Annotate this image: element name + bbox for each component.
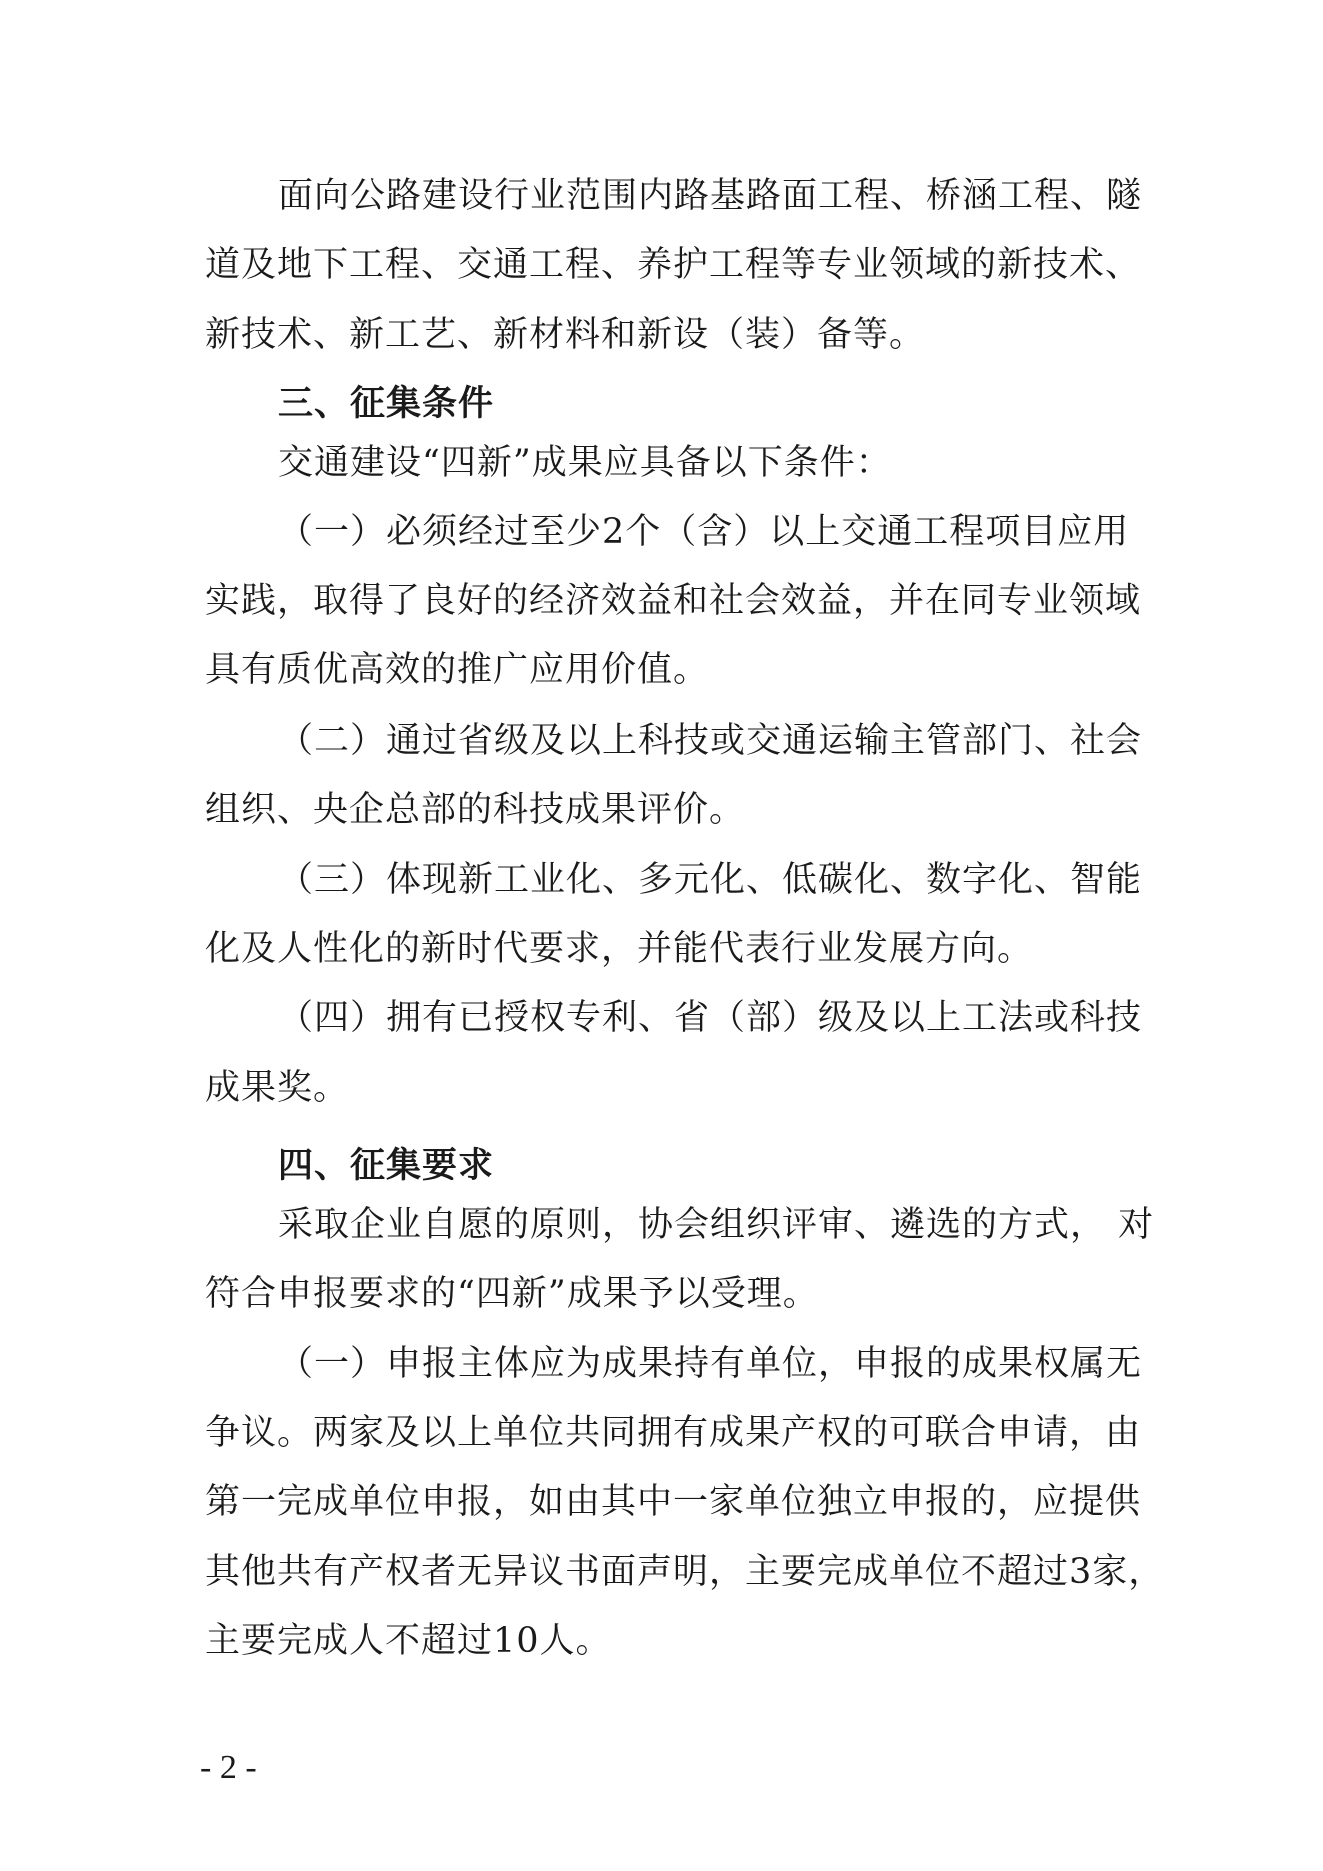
paragraph-line: 面向公路建设行业范围内路基路面工程、桥涵工程、隧: [278, 176, 1143, 216]
paragraph-line: 采取企业自愿的原则，协会组织评审、遴选的方式， 对: [278, 1205, 1155, 1245]
paragraph-line: 第一完成单位申报，如由其中一家单位独立申报的，应提供: [205, 1482, 1142, 1522]
paragraph-line: （一）申报主体应为成果持有单位，申报的成果权属无: [278, 1344, 1143, 1384]
paragraph-line: 新技术、新工艺、新材料和新设（装）备等。: [205, 315, 926, 355]
paragraph-line: 实践，取得了良好的经济效益和社会效益，并在同专业领域: [205, 581, 1142, 621]
paragraph-line: 其他共有产权者无异议书面声明，主要完成单位不超过3家，: [205, 1552, 1165, 1592]
paragraph-line: （二）通过省级及以上科技或交通运输主管部门、社会: [278, 721, 1143, 761]
paragraph-line: （三）体现新工业化、多元化、低碳化、数字化、智能: [278, 860, 1143, 900]
page-number: - 2 -: [200, 1749, 257, 1786]
paragraph-line: 具有质优高效的推广应用价值。: [205, 650, 710, 690]
section-heading-requirements: 四、征集要求: [278, 1146, 495, 1186]
paragraph-line: 化及人性化的新时代要求，并能代表行业发展方向。: [205, 929, 1034, 969]
paragraph-line: 符合申报要求的“四新”成果予以受理。: [205, 1274, 819, 1314]
paragraph-line: （一）必须经过至少2个（含）以上交通工程项目应用: [278, 512, 1130, 552]
paragraph-line: 组织、央企总部的科技成果评价。: [205, 790, 746, 830]
paragraph-line: 争议。两家及以上单位共同拥有成果产权的可联合申请，由: [205, 1413, 1142, 1453]
paragraph-line: 交通建设“四新”成果应具备以下条件：: [278, 443, 892, 483]
paragraph-line: 主要完成人不超过10人。: [205, 1621, 612, 1661]
paragraph-line: （四）拥有已授权专利、省（部）级及以上工法或科技: [278, 998, 1143, 1038]
paragraph-line: 道及地下工程、交通工程、养护工程等专业领域的新技术、: [205, 245, 1142, 285]
section-heading-conditions: 三、征集条件: [278, 384, 495, 424]
paragraph-line: 成果奖。: [205, 1068, 350, 1108]
